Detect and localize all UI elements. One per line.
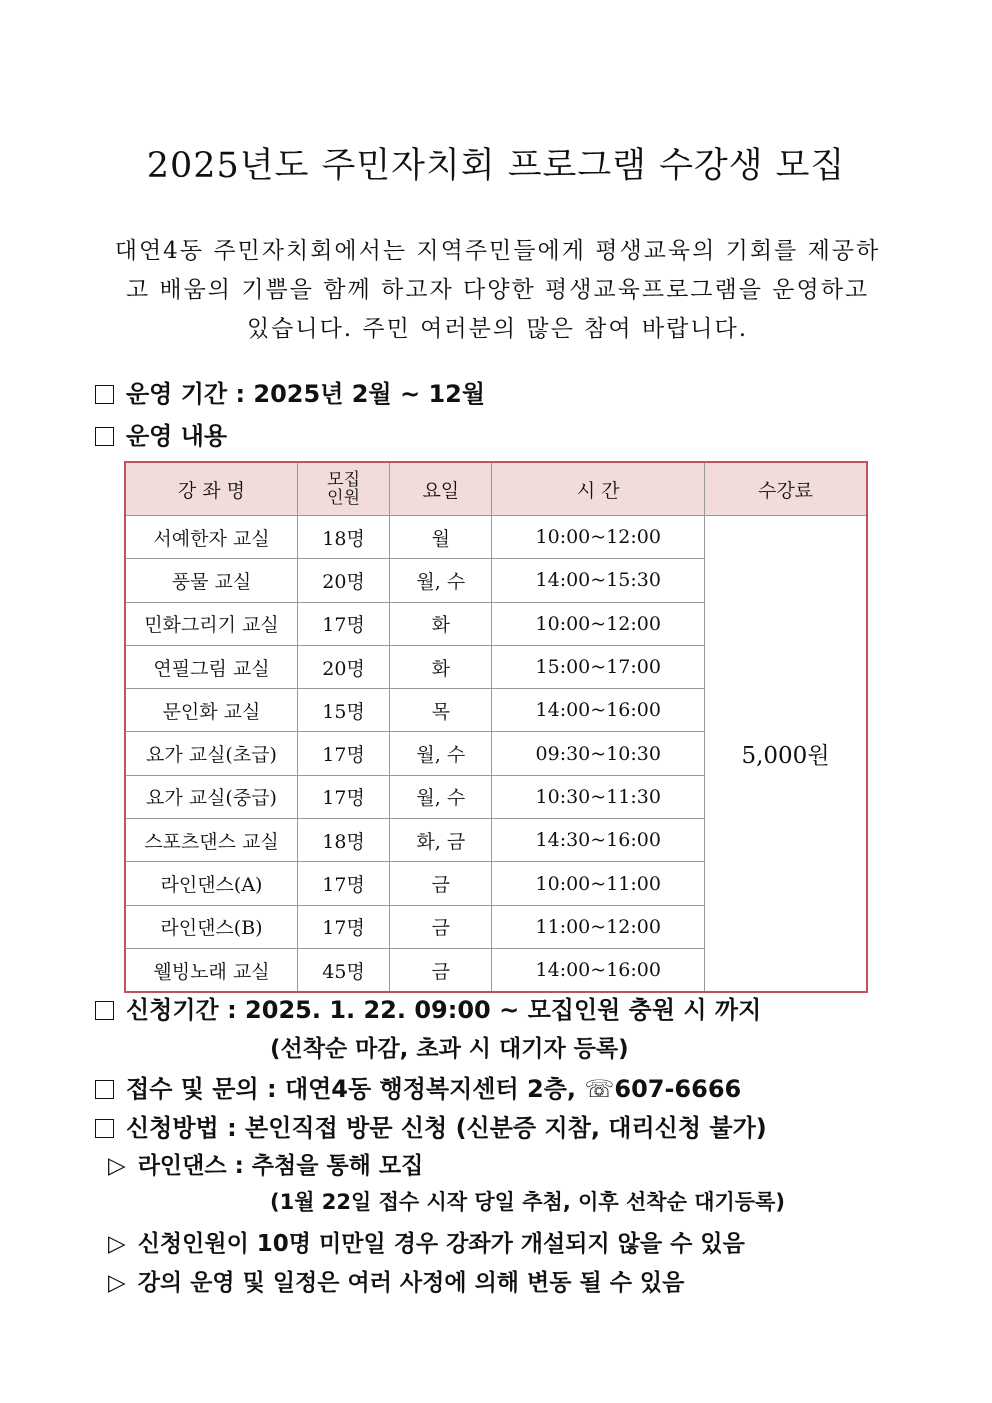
application-method-text: 신청방법 : 본인직접 방문 신청 (신분증 지참, 대리신청 불가) [126, 1114, 767, 1142]
application-method [95, 1108, 767, 1143]
course-name-cell: 스포츠댄스 교실 [125, 819, 297, 862]
time-cell: 15:00~17:00 [492, 645, 705, 688]
operation-content-heading [95, 416, 227, 451]
operation-period-text: 운영 기간 : 2025년 2월 ~ 12월 [126, 380, 486, 408]
day-cell: 월, 수 [390, 775, 492, 818]
application-note: (선착순 마감, 초과 시 대기자 등록) [270, 1036, 629, 1062]
day-cell: 금 [390, 862, 492, 905]
capacity-cell: 20명 [297, 645, 389, 688]
intro-line: 대연4동 주민자치회에서는 지역주민들에게 평생교육의 기회를 제공하 [114, 238, 881, 264]
course-name-cell: 문인화 교실 [125, 689, 297, 732]
page-title: 2025년도 주민자치회 프로그램 수강생 모집 [146, 146, 846, 186]
header-capacity-line: 모집 [327, 470, 360, 490]
triangle-bullet-icon: ▷ [108, 1231, 126, 1257]
header-time: 시 간 [492, 462, 705, 516]
time-cell: 11:00~12:00 [492, 905, 705, 948]
intro-line: 있습니다. 주민 여러분의 많은 참여 바랍니다. [246, 316, 749, 342]
time-cell: 10:00~11:00 [492, 862, 705, 905]
time-cell: 10:30~11:30 [492, 775, 705, 818]
day-cell: 금 [390, 905, 492, 948]
day-cell: 목 [390, 689, 492, 732]
time-cell: 14:00~16:00 [492, 689, 705, 732]
course-name-cell: 요가 교실(중급) [125, 775, 297, 818]
checkbox-icon [95, 1001, 114, 1020]
table-header-row [125, 462, 867, 516]
application-period [95, 990, 761, 1025]
checkbox-icon [95, 1080, 114, 1099]
time-cell: 14:00~15:30 [492, 559, 705, 602]
table-row [125, 516, 867, 559]
time-cell: 14:30~16:00 [492, 819, 705, 862]
capacity-cell: 17명 [297, 862, 389, 905]
schedule-table [124, 461, 868, 993]
header-fee: 수강료 [705, 462, 867, 516]
min-enrollment-note [108, 1225, 745, 1258]
intro-line: 고 배움의 기쁨을 함께 하고자 다양한 평생교육프로그램을 운영하고 [125, 277, 870, 303]
time-cell: 10:00~12:00 [492, 516, 705, 559]
day-cell: 월, 수 [390, 559, 492, 602]
time-cell: 14:00~16:00 [492, 948, 705, 992]
schedule-change-note [108, 1264, 684, 1297]
day-cell: 금 [390, 948, 492, 992]
day-cell: 화 [390, 602, 492, 645]
inquiry [95, 1069, 741, 1104]
capacity-cell: 18명 [297, 819, 389, 862]
checkbox-icon [95, 385, 114, 404]
inquiry-text: 접수 및 문의 : 대연4동 행정복지센터 2층, ☏607-6666 [126, 1075, 742, 1103]
capacity-cell: 17명 [297, 602, 389, 645]
day-cell: 화 [390, 645, 492, 688]
course-name-cell: 웰빙노래 교실 [125, 948, 297, 992]
line-dance-note-text: 라인댄스 : 추첨을 통해 모집 [137, 1153, 424, 1179]
time-cell: 10:00~12:00 [492, 602, 705, 645]
course-name-cell: 풍물 교실 [125, 559, 297, 602]
day-cell: 화, 금 [390, 819, 492, 862]
capacity-cell: 17명 [297, 732, 389, 775]
schedule-change-text: 강의 운영 및 일정은 여러 사정에 의해 변동 될 수 있음 [137, 1270, 685, 1296]
line-dance-note [108, 1147, 423, 1180]
course-name-cell: 라인댄스(B) [125, 905, 297, 948]
fee-cell: 5,000원 [705, 516, 867, 993]
operation-content-text: 운영 내용 [126, 422, 228, 450]
capacity-cell: 17명 [297, 905, 389, 948]
capacity-cell: 45명 [297, 948, 389, 992]
checkbox-icon [95, 1119, 114, 1138]
header-capacity-line: 인원 [327, 488, 360, 508]
capacity-cell: 15명 [297, 689, 389, 732]
min-enrollment-text: 신청인원이 10명 미만일 경우 강좌가 개설되지 않을 수 있음 [137, 1231, 745, 1257]
header-day: 요일 [390, 462, 492, 516]
day-cell: 월 [390, 516, 492, 559]
course-name-cell: 민화그리기 교실 [125, 602, 297, 645]
header-course: 강 좌 명 [125, 462, 297, 516]
course-name-cell: 라인댄스(A) [125, 862, 297, 905]
course-name-cell: 요가 교실(초급) [125, 732, 297, 775]
triangle-bullet-icon: ▷ [108, 1270, 126, 1296]
day-cell: 월, 수 [390, 732, 492, 775]
application-period-text: 신청기간 : 2025. 1. 22. 09:00 ~ 모집인원 충원 시 까지 [126, 996, 762, 1024]
intro-paragraph [95, 232, 900, 349]
triangle-bullet-icon: ▷ [108, 1153, 126, 1179]
capacity-cell: 20명 [297, 559, 389, 602]
capacity-cell: 17명 [297, 775, 389, 818]
time-cell: 09:30~10:30 [492, 732, 705, 775]
capacity-cell: 18명 [297, 516, 389, 559]
header-capacity [297, 462, 389, 516]
operation-period [95, 374, 485, 409]
course-name-cell: 연필그림 교실 [125, 645, 297, 688]
line-dance-detail: (1월 22일 접수 시작 당일 추첨, 이후 선착순 대기등록) [270, 1190, 785, 1214]
course-name-cell: 서예한자 교실 [125, 516, 297, 559]
checkbox-icon [95, 427, 114, 446]
